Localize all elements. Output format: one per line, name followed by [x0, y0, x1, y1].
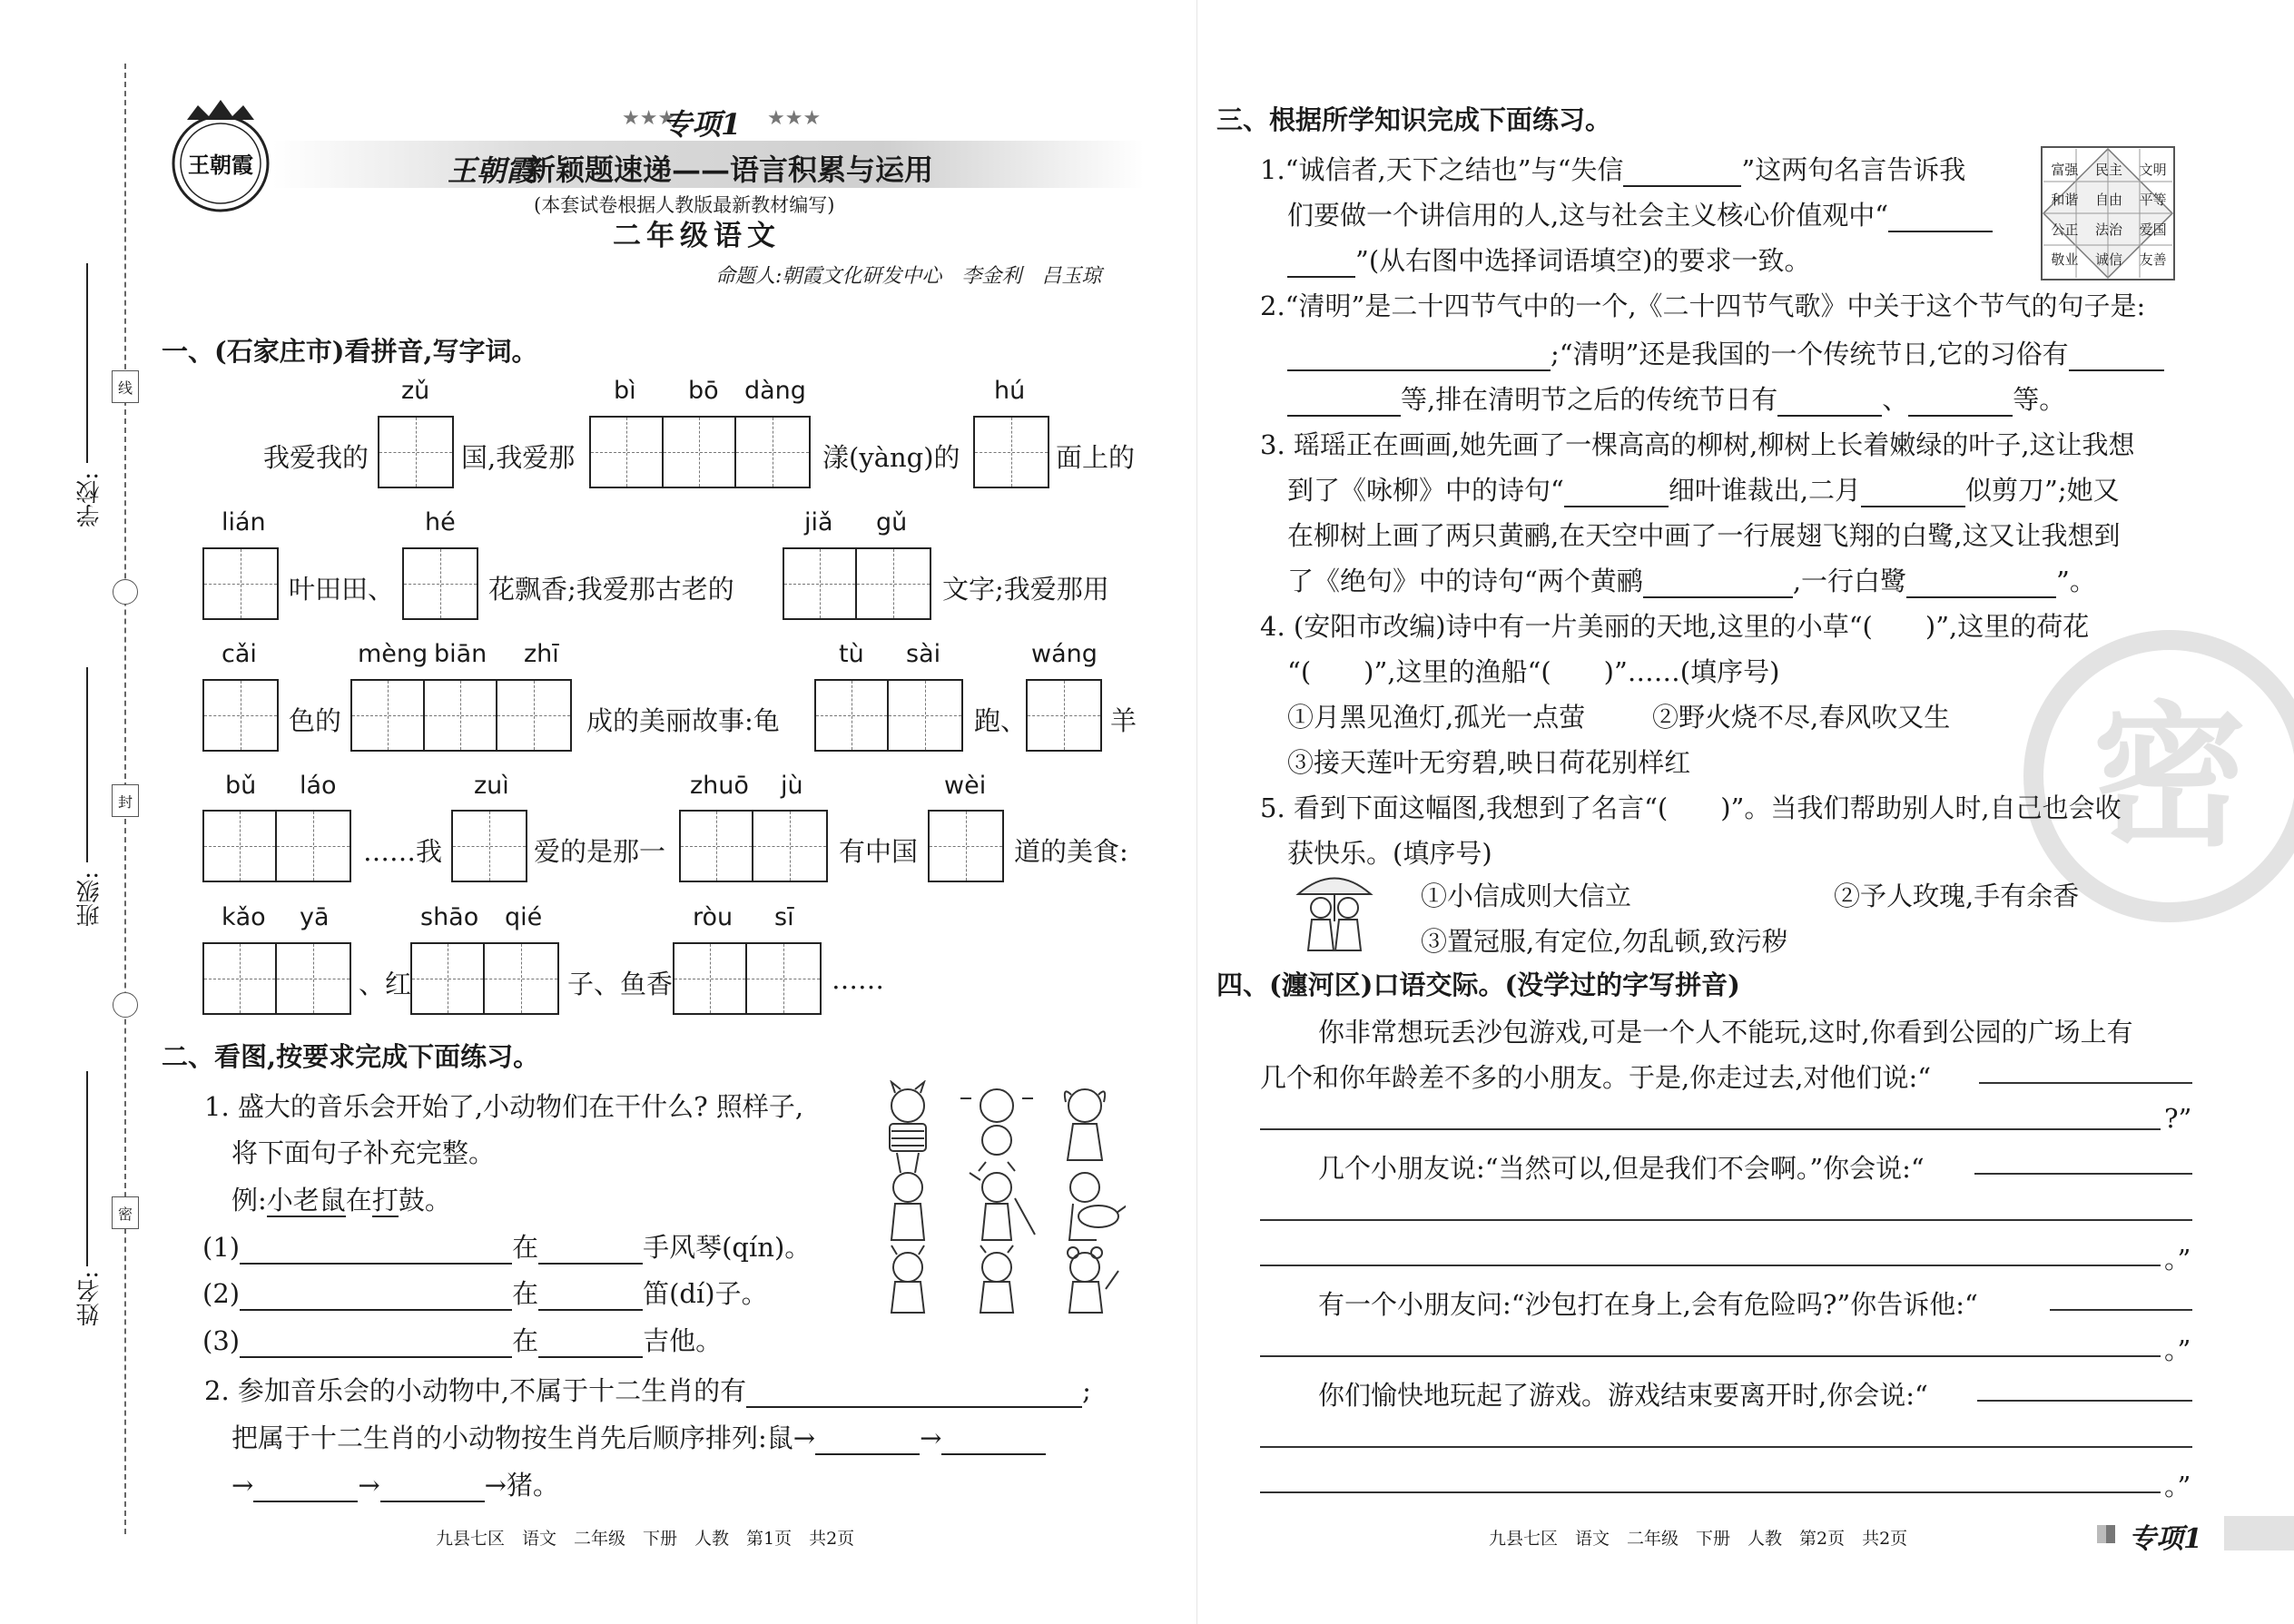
answer-row-2: [202, 1274, 768, 1311]
pinyin: kǎo: [222, 903, 266, 931]
value-word: 自由: [2094, 192, 2122, 208]
binding-mark-seal: [112, 784, 139, 817]
pinyin: wáng: [1031, 640, 1098, 668]
answer-blank[interactable]: [1643, 571, 1793, 598]
value-word: 友善: [2139, 251, 2167, 268]
class-field[interactable]: [86, 667, 88, 862]
answer-row-3: [202, 1321, 722, 1358]
paragraph-text: 你们愉快地玩起了游戏。游戏结束要离开时,你会说:“: [1318, 1380, 1928, 1411]
closing-quote: 。”: [2164, 1471, 2191, 1501]
binding-mark-text: 封: [117, 792, 133, 811]
pinyin: jiǎ: [804, 508, 833, 536]
name-label: 姓名:: [76, 1271, 103, 1326]
item-mid: 在: [512, 1325, 539, 1356]
sentence-text: 叶田田、: [289, 574, 395, 605]
question-2-line2: [231, 1418, 1046, 1455]
brand-logo: [171, 98, 271, 216]
answer-blank[interactable]: [1623, 160, 1741, 187]
answer-blank[interactable]: [1564, 480, 1669, 507]
answer-blank[interactable]: [253, 1475, 358, 1502]
sentence-text: 成的美丽故事:龟: [586, 705, 780, 736]
example-prefix: 例:: [231, 1185, 267, 1216]
sentence-text: 跑、: [974, 705, 1028, 736]
writing-grid[interactable]: [673, 942, 822, 1015]
sentence-text: ……: [832, 964, 884, 995]
value-word: 公正: [2051, 221, 2079, 238]
sentence-text: 子、鱼香: [567, 969, 674, 999]
item-number: (1): [202, 1232, 241, 1263]
writing-grid[interactable]: [402, 547, 478, 620]
kids-umbrella-illustration: [1289, 867, 1380, 958]
question-text: ”。: [2056, 566, 2096, 596]
option-text: ①月黑见渔灯,孤光一点萤: [1287, 702, 1586, 733]
question-text: ”这两句名言告诉我: [1741, 154, 1966, 185]
example-subject: 小老鼠: [266, 1185, 346, 1216]
option-text: ①小信成则大信立: [1421, 881, 1632, 911]
answer-line[interactable]: [2050, 1309, 2192, 1311]
binding-mark-secret: [112, 1196, 139, 1229]
writing-grid[interactable]: [202, 547, 279, 620]
animal-band-illustration: [871, 1080, 1126, 1316]
section4-heading: 四、(瀍河区)口语交际。(没学过的字写拼音): [1216, 969, 1740, 1000]
item-mid: 在: [512, 1232, 539, 1263]
sentence-text: 我爱我的: [263, 442, 369, 473]
paragraph-text: 几个小朋友说:“当然可以,但是我们不会啊。”你会说:“: [1318, 1153, 1925, 1184]
item-number: (2): [202, 1278, 241, 1309]
sentence-text: 羊: [1110, 705, 1137, 736]
question-text: 2.“清明”是二十四节气中的一个,《二十四节气歌》中关于这个节气的句子是:: [1260, 290, 2146, 321]
q3-2-line3: [1287, 379, 2065, 417]
arrow: →: [231, 1470, 254, 1501]
pinyin: yā: [300, 903, 330, 931]
question-text: 3. 瑶瑶正在画画,她先画了一棵高高的柳树,柳树上长着嫩绿的叶子,这让我想: [1260, 429, 2135, 460]
question-text: 将下面句子补充完整。: [231, 1137, 496, 1168]
question-2-line1: [204, 1371, 1091, 1408]
pinyin: sài: [906, 640, 941, 668]
name-field[interactable]: [86, 1071, 88, 1266]
answer-blank[interactable]: [941, 1428, 1046, 1455]
binding-hole: [113, 579, 138, 605]
writing-grid[interactable]: [410, 942, 559, 1015]
item-mid: 在: [512, 1278, 539, 1309]
question-text: 把属于十二生肖的小动物按生肖先后顺序排列:鼠→: [231, 1422, 816, 1453]
question-text: 5. 看到下面这幅图,我想到了名言“( )”。当我们帮助别人时,自己也会收: [1260, 792, 2122, 823]
pinyin: cǎi: [222, 640, 257, 668]
page-divider: [1196, 0, 1197, 1624]
binding-mark-text: 密: [117, 1205, 133, 1223]
question-text: ”(从右图中选择词语填空)的要求一致。: [1355, 245, 1811, 276]
answer-blank[interactable]: [2069, 344, 2164, 371]
answer-blank[interactable]: [1777, 389, 1882, 417]
answer-blank[interactable]: [1888, 205, 1993, 232]
answer-blank[interactable]: [1906, 571, 2056, 598]
answer-row-1: [202, 1227, 811, 1265]
sentence-text: 、红: [359, 969, 412, 999]
value-word: 爱国: [2139, 221, 2167, 238]
answer-blank[interactable]: [538, 1237, 643, 1265]
value-word: 和谐: [2051, 192, 2079, 208]
writing-grid[interactable]: [814, 679, 963, 752]
footer-squares: [2097, 1525, 2115, 1543]
answer-blank[interactable]: [1287, 389, 1401, 417]
question-text: 在柳树上画了两只黄鹂,在天空中画了一行展翅飞翔的白鹭,这又让我想到: [1287, 520, 2121, 551]
sentence-text: ……我: [363, 836, 443, 867]
question-text: 细叶谁裁出,二月: [1668, 475, 1862, 506]
question-text: ;“清明”还是我国的一个传统节日,它的习俗有: [1551, 339, 2069, 369]
answer-blank[interactable]: [1287, 344, 1551, 371]
pinyin: biān: [434, 640, 487, 668]
item-number: (3): [202, 1325, 241, 1356]
answer-blank[interactable]: [538, 1331, 643, 1358]
separator: 、: [1882, 384, 1909, 415]
answer-line[interactable]: [1260, 1491, 2161, 1493]
answer-blank[interactable]: [380, 1475, 485, 1502]
binding-hole: [113, 992, 138, 1018]
item-end: 吉他。: [643, 1325, 723, 1356]
question-text: 了《绝句》中的诗句“两个黄鹂: [1287, 566, 1643, 596]
sentence-text: 道的美食:: [1014, 836, 1128, 867]
pinyin: jù: [781, 772, 803, 800]
value-word: 法治: [2094, 221, 2122, 238]
answer-blank[interactable]: [815, 1428, 920, 1455]
answer-blank[interactable]: [1908, 389, 2013, 417]
q3-3-line2: [1287, 470, 2120, 507]
question-punct: ;: [1082, 1375, 1091, 1406]
example-sentence: [231, 1180, 451, 1217]
answer-blank[interactable]: [240, 1331, 512, 1358]
answer-line[interactable]: [1974, 1173, 2192, 1175]
stamp-glyph: 密: [2092, 686, 2248, 868]
section1-heading: 一、(石家庄市)看拼音,写字词。: [162, 336, 538, 367]
question-text: 们要做一个讲信用的人,这与社会主义核心价值观中“: [1287, 200, 1889, 231]
footer-badge: 专项1: [2129, 1523, 2202, 1555]
pinyin: hú: [994, 377, 1026, 405]
sentence-text: 爱的是那一: [534, 836, 666, 867]
answer-line[interactable]: [1260, 1265, 2161, 1266]
sentence-text: 色的: [289, 705, 342, 736]
pinyin: gǔ: [876, 508, 908, 536]
question-text: 1.“诚信者,天下之结也”与“失信: [1260, 154, 1624, 185]
pinyin: shāo: [420, 903, 479, 931]
answer-line[interactable]: [1260, 1355, 2161, 1357]
arrow: →: [920, 1422, 942, 1453]
question-text: 到了《咏柳》中的诗句“: [1287, 475, 1564, 506]
writing-grid[interactable]: [679, 810, 828, 882]
section3-heading: 三、根据所学知识完成下面练习。: [1216, 104, 1612, 135]
footer-right: 九县七区 语文 二年级 下册 人教 第2页 共2页: [1489, 1529, 1908, 1549]
item-end: 笛(dí)子。: [643, 1278, 768, 1309]
item-end: 手风琴(qín)。: [643, 1232, 812, 1263]
pinyin: láo: [300, 772, 337, 800]
question-text: “( )”,这里的渔船“( )”……(填序号): [1287, 656, 1780, 687]
option-text: ②予人玫瑰,手有余香: [1834, 881, 2080, 911]
core-values-words: [2043, 160, 2175, 269]
question-text: 2. 参加音乐会的小动物中,不属于十二生肖的有: [204, 1375, 747, 1406]
value-word: 富强: [2051, 162, 2079, 178]
question-2-line3: [231, 1465, 559, 1502]
paragraph-text: 你非常想玩丢沙包游戏,可是一个人不能玩,这时,你看到公园的广场上有: [1318, 1017, 2133, 1048]
pinyin: tù: [839, 640, 864, 668]
pinyin: ròu: [693, 903, 733, 931]
closing-quote: 。”: [2164, 1334, 2191, 1365]
writing-grid[interactable]: [451, 810, 527, 882]
writing-grid[interactable]: [202, 810, 351, 882]
pinyin: lián: [222, 508, 266, 536]
pinyin: bō: [688, 377, 719, 405]
answer-blank[interactable]: [240, 1284, 512, 1311]
pinyin: sī: [774, 903, 794, 931]
writing-grid[interactable]: [202, 942, 351, 1015]
exam-authors: 命题人:朝霞文化研发中心 李金利 吕玉琼: [715, 265, 1102, 288]
answer-blank[interactable]: [240, 1237, 512, 1265]
pinyin: bǔ: [225, 772, 257, 800]
example-zai: 在: [345, 1185, 372, 1216]
option-text: ③接天莲叶无穷碧,映日荷花别样红: [1287, 747, 1691, 778]
q3-1-line1: [1260, 150, 1965, 187]
writing-grid[interactable]: [378, 416, 454, 488]
example-object: 鼓。: [398, 1185, 451, 1216]
exam-note: (本套试卷根据人教版最新教材编写): [534, 194, 835, 216]
writing-grid[interactable]: [973, 416, 1049, 488]
question-punct: →猪。: [484, 1470, 559, 1501]
pinyin: wèi: [944, 772, 987, 800]
question-text: ,一行白鹭: [1792, 566, 1907, 596]
answer-line[interactable]: [1979, 1082, 2192, 1084]
pinyin: qié: [505, 903, 543, 931]
answer-blank[interactable]: [746, 1381, 1082, 1408]
closing-quote: ?”: [2164, 1103, 2192, 1134]
writing-grid[interactable]: [783, 547, 931, 620]
q3-1-line3: [1287, 241, 1810, 278]
writing-grid[interactable]: [928, 810, 1004, 882]
svg-text:王朝霞: 王朝霞: [188, 152, 253, 178]
value-word: 民主: [2094, 162, 2122, 178]
class-label: 班级:: [76, 871, 103, 927]
pinyin: zǔ: [401, 377, 430, 405]
pinyin: zuì: [474, 772, 509, 800]
writing-grid[interactable]: [350, 679, 572, 752]
binding-mark-text: 线: [117, 379, 133, 397]
question-text: 4. (安阳市改编)诗中有一片美丽的天地,这里的小草“( )”,这里的荷花: [1260, 611, 2090, 642]
exam-title: 新颖题速递——语言积累与运用: [527, 153, 934, 187]
pinyin: bì: [614, 377, 636, 405]
option-text: ③置冠服,有定位,勿乱顿,致污秽: [1421, 926, 1788, 957]
section2-heading: 二、看图,按要求完成下面练习。: [162, 1041, 540, 1072]
footer-bar: [2224, 1516, 2294, 1550]
question-text: 获快乐。(填序号): [1287, 838, 1492, 869]
value-word: 诚信: [2094, 251, 2122, 268]
sentence-text: 有中国: [839, 836, 919, 867]
pinyin: mèng: [358, 640, 428, 668]
closing-quote: 。”: [2164, 1244, 2191, 1275]
answer-blank[interactable]: [538, 1284, 643, 1311]
pinyin: dàng: [744, 377, 806, 405]
answer-blank[interactable]: [1861, 480, 1965, 507]
school-field[interactable]: [86, 263, 88, 463]
arrow: →: [358, 1470, 380, 1501]
question-text: 1. 盛大的音乐会开始了,小动物们在干什么? 照样子,: [204, 1091, 804, 1122]
exam-subject: 二年级语文: [613, 220, 781, 252]
sentence-text: 文字;我爱那用: [942, 574, 1109, 605]
writing-grid[interactable]: [1026, 679, 1102, 752]
question-text: 似剪刀”;她又: [1965, 475, 2120, 506]
pinyin: zhī: [524, 640, 559, 668]
answer-line[interactable]: [1260, 1219, 2192, 1221]
pinyin: zhuō: [690, 772, 749, 800]
question-text: 等。: [2013, 384, 2066, 415]
example-verb: 打: [371, 1185, 399, 1216]
value-word: 平等: [2139, 192, 2167, 208]
brand-name: 王朝霞: [448, 153, 536, 188]
question-text: 等,排在清明节之后的传统节日有: [1401, 384, 1778, 415]
answer-line[interactable]: [1260, 1446, 2192, 1448]
paragraph-text: 几个和你年龄差不多的小朋友。于是,你走过去,对他们说:“: [1260, 1062, 1932, 1093]
value-word: 文明: [2139, 162, 2167, 178]
paragraph-text: 有一个小朋友问:“沙包打在身上,会有危险吗?”你告诉他:“: [1318, 1289, 1978, 1320]
answer-blank[interactable]: [1287, 251, 1355, 278]
sentence-text: 国,我爱那: [461, 442, 576, 473]
sentence-text: 漾(yàng)的: [822, 442, 960, 473]
q3-3-line4: [1287, 561, 2096, 598]
section-badge: 专项1: [663, 107, 742, 142]
writing-grid[interactable]: [202, 679, 279, 752]
footer-left: 九县七区 语文 二年级 下册 人教 第1页 共2页: [436, 1529, 855, 1549]
header-stars-right: ★★★: [767, 107, 822, 130]
binding-mark-line: [112, 370, 139, 403]
option-text: ②野火烧不尽,春风吹又生: [1652, 702, 1951, 733]
pinyin: hé: [425, 508, 456, 536]
q3-2-line2: [1287, 334, 2164, 371]
answer-line[interactable]: [1260, 1128, 2161, 1130]
sentence-text: 花飘香;我爱那古老的: [488, 574, 734, 605]
sentence-text: 面上的: [1056, 442, 1136, 473]
value-word: 敬业: [2051, 251, 2079, 268]
answer-line[interactable]: [1977, 1400, 2192, 1402]
writing-grid[interactable]: [589, 416, 811, 488]
header-stars-left: ★★★: [622, 107, 676, 130]
q3-1-line2: [1287, 195, 1993, 232]
school-label: 学校:: [76, 472, 103, 527]
